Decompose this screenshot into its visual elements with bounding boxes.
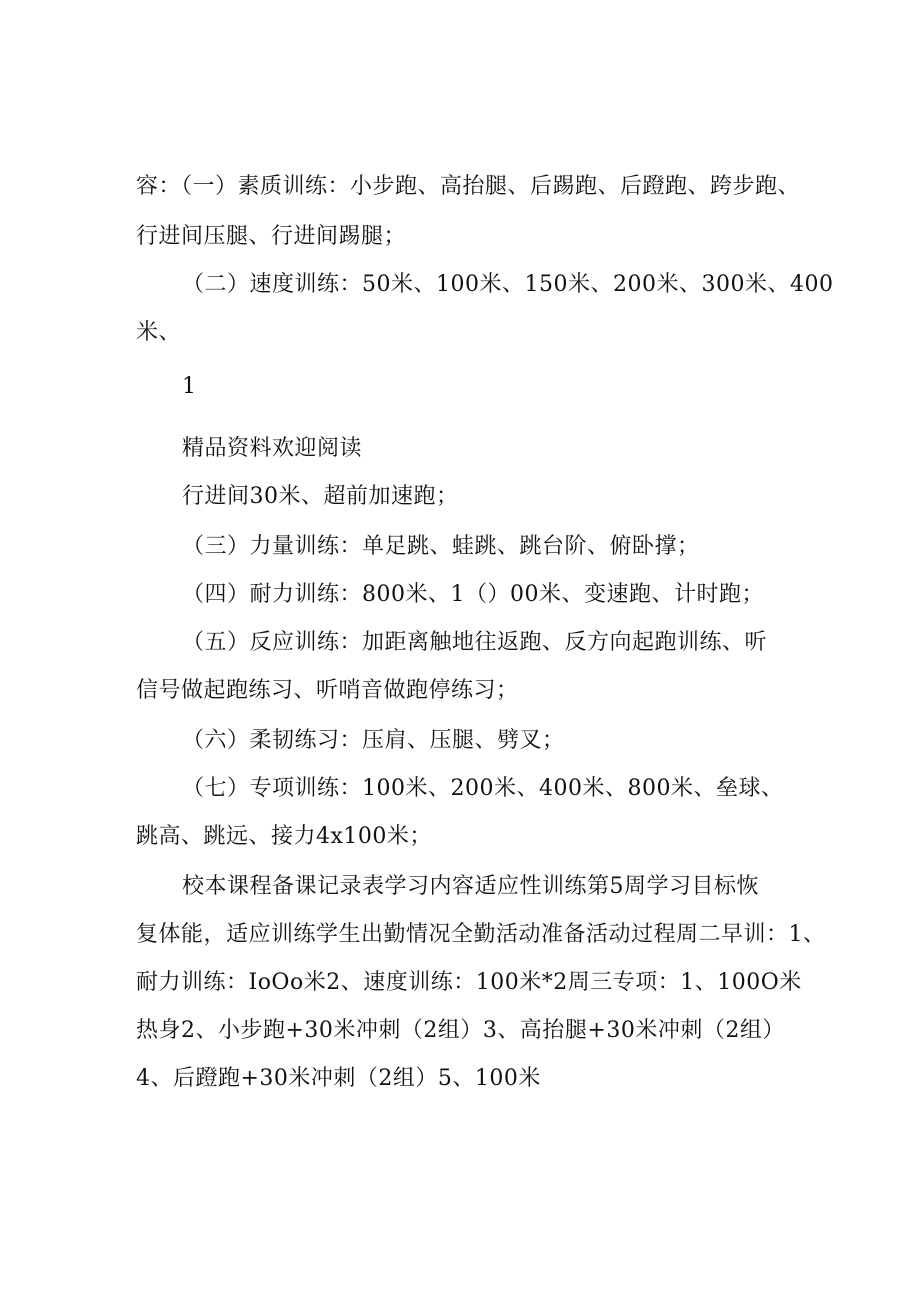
text-line: 信号做起跑练习、听哨音做跑停练习； bbox=[136, 678, 519, 703]
text-line: 校本课程备课记录表学习内容适应性训练第5周学习目标恢 bbox=[182, 874, 759, 899]
text-line: 复体能，适应训练学生出勤情况全勤活动准备活动过程周二早训：1、 bbox=[136, 922, 826, 947]
text-line: （六）柔韧练习：压肩、压腿、劈叉； bbox=[182, 728, 565, 753]
text-line: 容：（一）素质训练：小步跑、高抬腿、后踢跑、后蹬跑、跨步跑、 bbox=[136, 174, 801, 199]
text-line: 耐力训练：IoOo米2、速度训练：100米*2周三专项：1、100O米 bbox=[136, 970, 802, 995]
text-line: （五）反应训练：加距离触地往返跑、反方向起跑训练、听 bbox=[182, 630, 768, 655]
text-line: （七）专项训练：100米、200米、400米、800米、垒球、 bbox=[182, 776, 784, 801]
page-number: 1 bbox=[182, 374, 197, 399]
text-line: 4、后蹬跑+30米冲刺（2组）5、100米 bbox=[136, 1066, 541, 1091]
text-line: 米、 bbox=[136, 320, 182, 345]
text-line: 行进间压腿、行进间踢腿； bbox=[136, 224, 407, 249]
text-line: 热身2、小步跑+30米冲刺（2组）3、高抬腿+30米冲刺（2组） bbox=[136, 1018, 785, 1043]
text-line: 行进间30米、超前加速跑； bbox=[182, 484, 459, 509]
text-line: 跳高、跳远、接力4x100米； bbox=[136, 824, 432, 849]
text-line: （四）耐力训练：800米、1（）00米、变速跑、计时跑； bbox=[182, 582, 764, 607]
footer-note: 精品资料欢迎阅读 bbox=[182, 436, 363, 461]
text-line: （三）力量训练：单足跳、蛙跳、跳台阶、俯卧撑； bbox=[182, 534, 700, 559]
text-line: （二）速度训练：50米、100米、150米、200米、300米、400 bbox=[182, 272, 834, 297]
